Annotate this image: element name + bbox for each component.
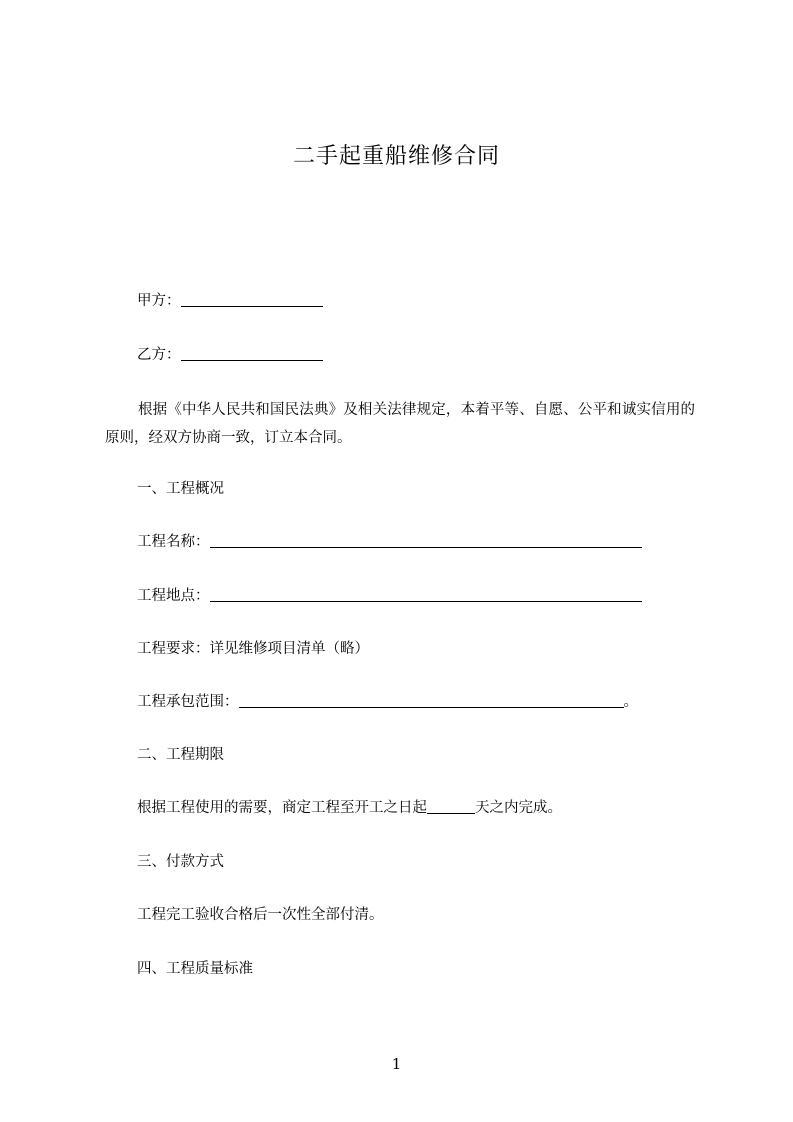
project-location-blank xyxy=(210,587,642,602)
project-scope-label: 工程承包范围： xyxy=(137,694,239,710)
project-name-blank xyxy=(210,533,642,548)
section-4-heading: 四、工程质量标准 xyxy=(137,961,253,977)
document-title: 二手起重船维修合同 xyxy=(292,144,500,169)
party-b-label: 乙方： xyxy=(137,347,181,363)
section-1-heading: 一、工程概况 xyxy=(137,481,224,497)
project-scope-line xyxy=(137,692,638,712)
period-text-before: 根据工程使用的需要，商定工程至开工之日起 xyxy=(137,800,427,816)
period-text-after: 天之内完成。 xyxy=(475,800,562,816)
section-2-heading: 二、工程期限 xyxy=(137,747,224,763)
page-number: 1 xyxy=(391,1055,402,1073)
project-scope-blank xyxy=(239,693,624,708)
party-a-blank xyxy=(181,292,323,307)
project-scope-end: 。 xyxy=(623,694,638,710)
party-a-line xyxy=(137,291,323,311)
section-3-heading: 三、付款方式 xyxy=(137,854,224,870)
party-b-line xyxy=(137,345,323,365)
project-location-line xyxy=(137,586,642,606)
project-location-label: 工程地点： xyxy=(137,588,210,604)
intro-paragraph: 根据《中华人民共和国民法典》及相关法律规定，本着平等、自愿、公平和诚实信用的原则，经双方协商一致，订立本合同。 xyxy=(105,402,695,446)
period-line xyxy=(137,798,562,818)
project-name-label: 工程名称： xyxy=(137,534,210,550)
period-days-blank xyxy=(427,799,475,814)
party-b-blank xyxy=(181,346,323,361)
project-requirements: 工程要求：详见维修项目清单（略） xyxy=(137,641,369,657)
payment-text: 工程完工验收合格后一次性全部付清。 xyxy=(137,907,384,923)
party-a-label: 甲方： xyxy=(137,293,181,309)
project-name-line xyxy=(137,532,642,552)
